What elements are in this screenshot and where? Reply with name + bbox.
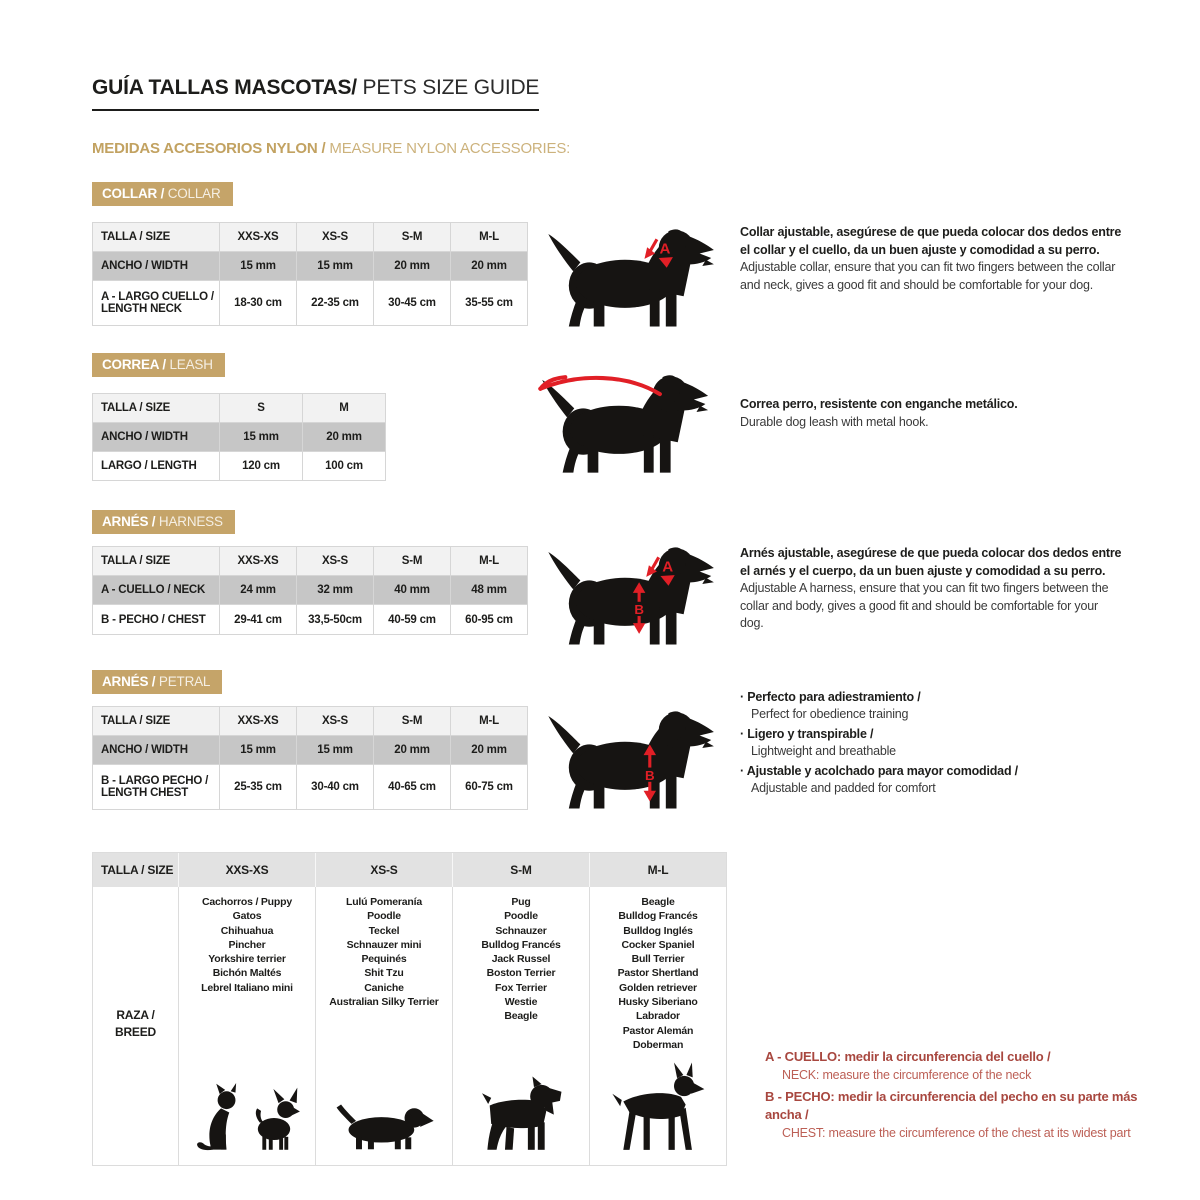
breed-item: Westie (504, 996, 538, 1009)
harness-size-table (92, 546, 528, 635)
petral-badge-en: PETRAL (158, 674, 211, 689)
cell: 15 mm (297, 736, 374, 765)
cell: 40 mm (374, 576, 451, 605)
feature-en: Adjustable and padded for comfort (751, 781, 936, 795)
dog-petral-diagram (543, 698, 721, 814)
breed-item: Cachorros / Puppy (202, 896, 292, 908)
breed-item: Yorkshire terrier (208, 953, 286, 966)
breed-item: Poodle (504, 910, 538, 923)
page-title-es: GUÍA TALLAS MASCOTAS/ (92, 76, 357, 99)
breed-item: Bulldog Francés (618, 910, 698, 923)
petral-badge-es: ARNÉS / (102, 674, 159, 689)
breed-item: Shit Tzu (364, 967, 404, 980)
col-header: TALLA / SIZE (93, 223, 220, 252)
table-row (93, 394, 386, 423)
cell: 22-35 cm (297, 281, 374, 326)
cell: 20 mm (303, 423, 386, 452)
col-header: XXS-XS (220, 223, 297, 252)
col-header: XS-S (297, 707, 374, 736)
col-header: XS-S (297, 547, 374, 576)
cell: 30-40 cm (297, 765, 374, 810)
breed-item: Labrador (636, 1010, 680, 1023)
breed-item: Beagle (641, 896, 675, 908)
dog-leash-diagram (528, 362, 724, 478)
breed-table-header (93, 853, 726, 887)
breed-item: Pincher (228, 938, 266, 951)
dog-harness-diagram (543, 534, 721, 650)
breed-animals (332, 1091, 436, 1153)
page-title (92, 76, 539, 111)
page-title-en: PETS SIZE GUIDE (356, 76, 540, 99)
table-row (93, 736, 528, 765)
table-row (93, 281, 528, 326)
collar-section-badge (92, 182, 233, 206)
cell: 15 mm (297, 252, 374, 281)
breed-item: Bull Terrier (631, 953, 685, 966)
cell: 100 cm (303, 452, 386, 481)
breed-col-m-l (589, 887, 726, 1165)
row-label: A - LARGO CUELLO / LENGTH NECK (93, 281, 220, 326)
table-row (93, 707, 528, 736)
breed-item: Caniche (364, 981, 404, 994)
feature-es: · Ligero y transpirable / (740, 727, 874, 741)
col-header: XXS-XS (220, 547, 297, 576)
page-subtitle-es: MEDIDAS ACCESORIOS NYLON / (92, 140, 330, 157)
cell: 30-45 cm (374, 281, 451, 326)
note-en: NECK: measure the circumference of the neck (782, 1068, 1032, 1082)
cell: 15 mm (220, 423, 303, 452)
col-header: M-L (451, 707, 528, 736)
mark-b-label: B (645, 768, 655, 784)
breed-item: Lulú Pomeranía (346, 896, 422, 908)
breed-item: Australian Silky Terrier (329, 996, 439, 1009)
feature-item (740, 689, 1132, 723)
breed-item: Schnauzer (495, 924, 547, 937)
cell: 20 mm (451, 252, 528, 281)
col-header: M-L (451, 223, 528, 252)
breed-item: Lebrel Italiano mini (201, 981, 293, 994)
leash-badge-es: CORREA / (102, 357, 170, 372)
cell: 15 mm (220, 252, 297, 281)
cell: 33,5-50cm (297, 605, 374, 635)
feature-item (740, 763, 1132, 797)
mark-a-label: A (659, 240, 671, 258)
harness-section-badge (92, 510, 235, 534)
cell: 60-75 cm (451, 765, 528, 810)
page-subtitle-en: MEASURE NYLON ACCESSORIES: (329, 140, 571, 157)
collar-size-table (92, 222, 528, 326)
breed-item: Beagle (504, 1010, 538, 1023)
breed-list (618, 895, 699, 1052)
row-label: ANCHO / WIDTH (93, 736, 220, 765)
petral-measure-marks (644, 744, 656, 801)
table-row (93, 576, 528, 605)
table-row (93, 605, 528, 635)
breed-item: Fox Terrier (495, 981, 547, 994)
table-row (93, 765, 528, 810)
col-header: M-L (589, 853, 726, 887)
leash-section-badge (92, 353, 225, 377)
mark-b-label: B (634, 602, 644, 618)
breed-item: Schnauzer mini (346, 938, 422, 951)
breed-item: Boston Terrier (486, 967, 556, 980)
breed-item: Poodle (367, 910, 401, 923)
feature-es: · Perfecto para adiestramiento / (740, 690, 921, 704)
cell: 20 mm (374, 736, 451, 765)
row-label: A - CUELLO / NECK (93, 576, 220, 605)
breed-item: Chihuahua (220, 924, 274, 937)
col-header: TALLA / SIZE (93, 707, 220, 736)
row-label: ANCHO / WIDTH (93, 252, 220, 281)
feature-en: Lightweight and breathable (751, 744, 896, 758)
row-label: LARGO / LENGTH (93, 452, 220, 481)
collar-badge-en: COLLAR (167, 186, 221, 201)
breed-item: Cocker Spaniel (621, 938, 695, 951)
breed-item: Pug (511, 896, 531, 908)
cat-icon (195, 1081, 243, 1153)
cell: 25-35 cm (220, 765, 297, 810)
breed-row-label: RAZA / BREED (114, 1008, 156, 1039)
cell: 20 mm (374, 252, 451, 281)
col-header: S-M (452, 853, 589, 887)
table-row (93, 547, 528, 576)
breed-list (481, 895, 560, 1024)
leash-desc-es: Correa perro, resistente con enganche metálico. (740, 397, 1018, 411)
breed-item: Teckel (368, 924, 400, 937)
leash-badge-en: LEASH (169, 357, 213, 372)
harness-description (740, 545, 1122, 633)
leash-description (740, 396, 1122, 431)
row-label: ANCHO / WIDTH (93, 423, 220, 452)
note-es: A - CUELLO: medir la circunferencia del cuello / (765, 1049, 1051, 1064)
mark-a-label: A (662, 558, 673, 576)
col-header: TALLA / SIZE (101, 863, 174, 877)
leash-size-table (92, 393, 386, 481)
breed-item: Pastor Shertland (617, 967, 699, 980)
table-row (93, 252, 528, 281)
breed-item: Gatos (232, 910, 262, 923)
col-header: S-M (374, 223, 451, 252)
cell: 60-95 cm (451, 605, 528, 635)
breed-animals (479, 1065, 563, 1153)
breed-item: Doberman (632, 1038, 684, 1051)
note-en: CHEST: measure the circumference of the chest at its widest part (782, 1126, 1131, 1140)
note-item (765, 1048, 1175, 1084)
breed-col-s-m (452, 887, 589, 1165)
row-label: B - LARGO PECHO / LENGTH CHEST (93, 765, 220, 810)
breed-item: Bulldog Francés (481, 938, 561, 951)
chihuahua-icon (248, 1085, 300, 1153)
breed-item: Golden retriever (619, 981, 697, 994)
breed-col-xs-s (315, 887, 452, 1165)
cell: 20 mm (451, 736, 528, 765)
col-header: XS-S (315, 853, 452, 887)
harness-badge-es: ARNÉS / (102, 514, 159, 529)
petral-section-badge (92, 670, 222, 694)
dachshund-icon (332, 1097, 436, 1153)
collar-desc-es: Collar ajustable, asegúrese de que pueda colocar dos dedos entre el collar y el cuello, da un buen ajuste y comodidad a su perro. (740, 225, 1122, 257)
breed-animals (195, 1075, 300, 1153)
cell: 24 mm (220, 576, 297, 605)
col-header: XXS-XS (220, 707, 297, 736)
collar-description (740, 224, 1122, 294)
breed-item: Husky Siberiano (618, 996, 698, 1009)
col-header: XXS-XS (178, 853, 315, 887)
breed-col-xxs-xs (178, 887, 315, 1165)
collar-desc-en: Adjustable collar, ensure that you can fit two fingers between the collar and neck, gives a good fit and should be comfortable for your dog. (740, 260, 1116, 292)
breed-item: Pequinés (361, 953, 407, 966)
breed-item: Bichón Maltés (212, 967, 282, 980)
col-header: M (303, 394, 386, 423)
cell: 35-55 cm (451, 281, 528, 326)
breed-list (329, 895, 438, 1009)
leash-line (540, 377, 660, 394)
row-label: B - PECHO / CHEST (93, 605, 220, 635)
table-row (93, 423, 386, 452)
breed-size-table (92, 852, 727, 1166)
col-header: XS-S (297, 223, 374, 252)
collar-badge-es: COLLAR / (102, 186, 168, 201)
cell: 120 cm (220, 452, 303, 481)
col-header: M-L (451, 547, 528, 576)
harness-badge-en: HARNESS (158, 514, 223, 529)
cell: 15 mm (220, 736, 297, 765)
breed-animals (607, 1055, 709, 1153)
note-es: B - PECHO: medir la circunferencia del pecho en su parte más ancha / (765, 1089, 1138, 1122)
leash-desc-en: Durable dog leash with metal hook. (740, 414, 929, 429)
feature-es: · Ajustable y acolchado para mayor comodidad / (740, 764, 1018, 778)
col-header: TALLA / SIZE (93, 547, 220, 576)
cell: 48 mm (451, 576, 528, 605)
breed-item: Bulldog Inglés (623, 924, 693, 937)
harness-desc-en: Adjustable A harness, ensure that you can fit two fingers between the collar and body, gives a good fit and should be comfortable for your dog. (740, 581, 1109, 630)
feature-en: Perfect for obedience training (751, 707, 909, 721)
cell: 40-65 cm (374, 765, 451, 810)
col-header: S-M (374, 707, 451, 736)
breed-table-body (93, 887, 726, 1165)
breed-item: Jack Russel (491, 953, 551, 966)
dog-collar-diagram (543, 216, 721, 332)
schnauzer-icon (479, 1071, 563, 1153)
petral-feature-list (740, 689, 1132, 800)
note-item (765, 1088, 1175, 1142)
col-header: TALLA / SIZE (93, 394, 220, 423)
measurement-notes (765, 1048, 1175, 1146)
doberman-icon (607, 1061, 709, 1153)
table-row (93, 223, 528, 252)
petral-size-table (92, 706, 528, 810)
cell: 18-30 cm (220, 281, 297, 326)
harness-desc-es: Arnés ajustable, asegúrese de que pueda colocar dos dedos entre el arnés y el cuerpo, da un buen ajuste y comodidad a su perro. (740, 546, 1122, 578)
page-subtitle (92, 140, 570, 157)
breed-item: Pastor Alemán (622, 1024, 694, 1037)
table-row (93, 452, 386, 481)
feature-item (740, 726, 1132, 760)
col-header: S-M (374, 547, 451, 576)
cell: 29-41 cm (220, 605, 297, 635)
cell: 32 mm (297, 576, 374, 605)
cell: 40-59 cm (374, 605, 451, 635)
col-header: S (220, 394, 303, 423)
breed-list (201, 895, 293, 995)
